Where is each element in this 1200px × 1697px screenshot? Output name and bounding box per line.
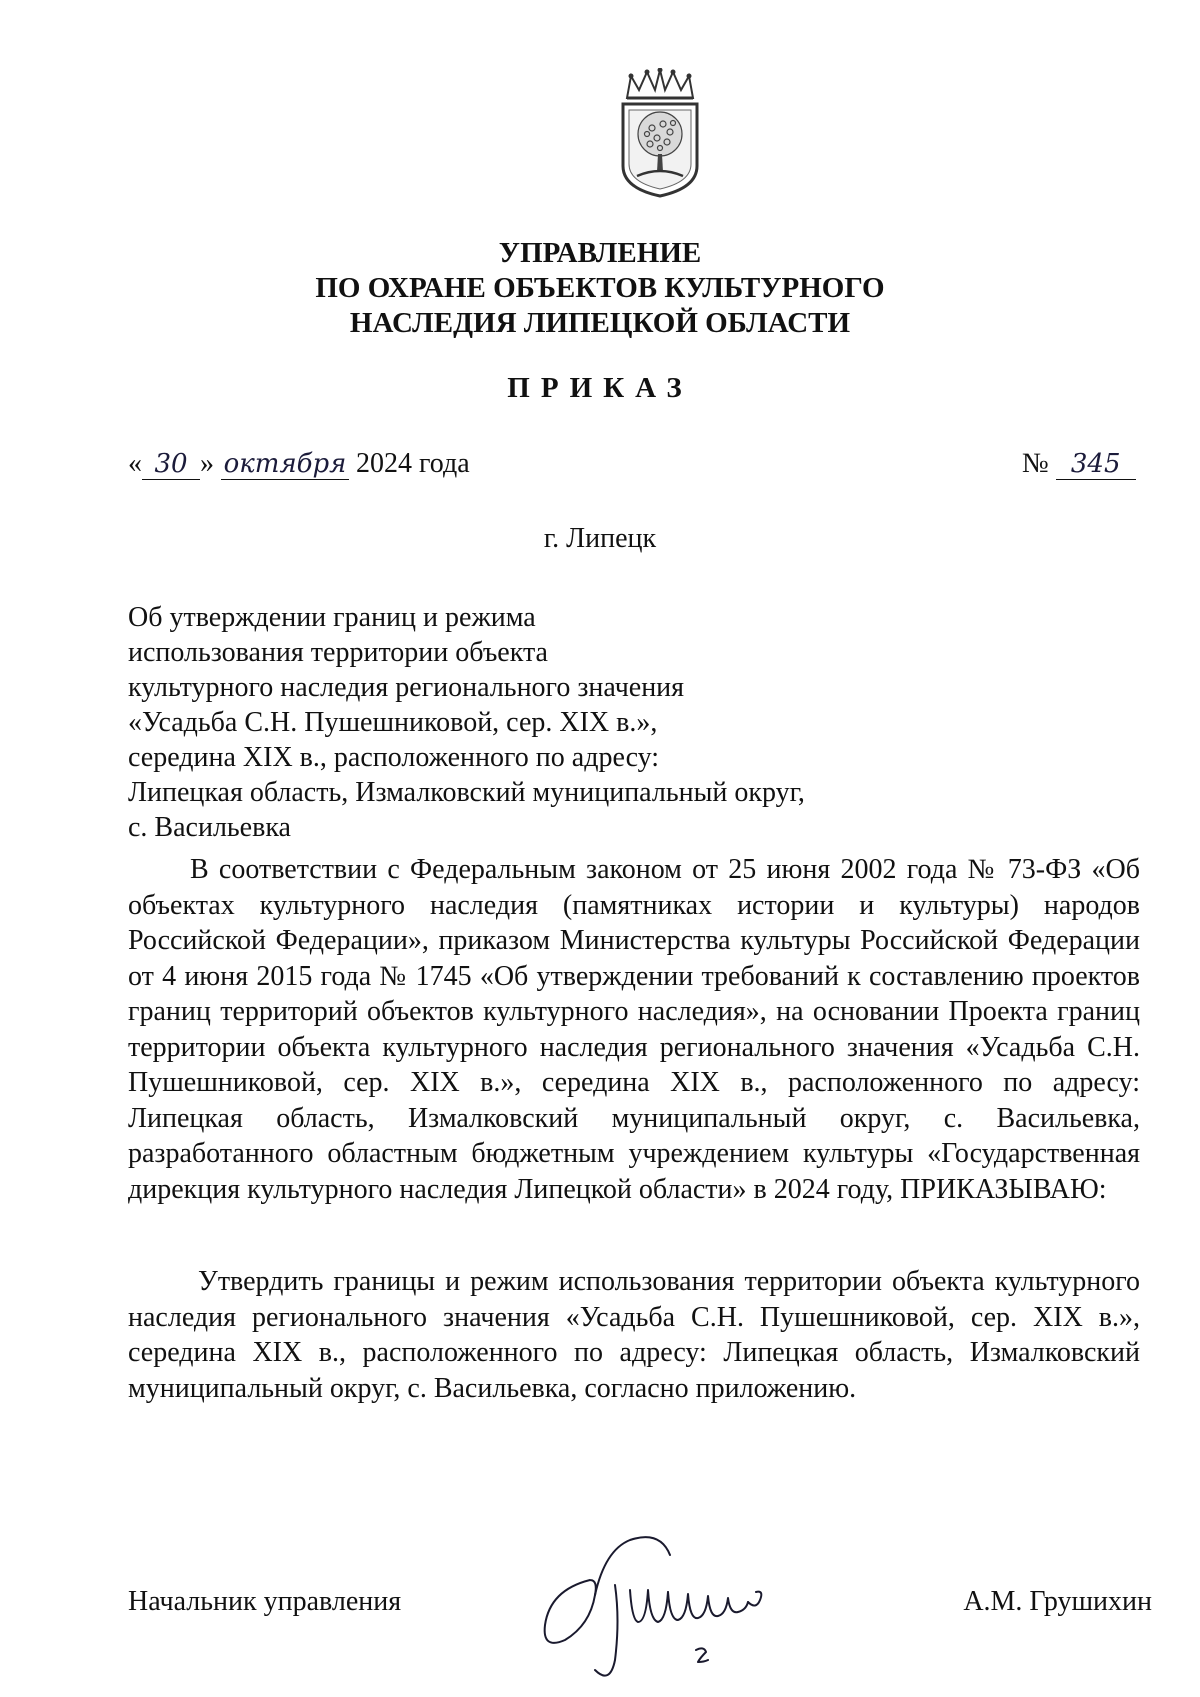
subject-line: использования территории объекта [128, 637, 548, 668]
number-value: 345 [1056, 449, 1136, 480]
org-line-2: ПО ОХРАНЕ ОБЪЕКТОВ КУЛЬТУРНОГО [315, 272, 885, 304]
org-line-1: УПРАВЛЕНИЕ [498, 237, 702, 269]
document-subject [128, 600, 805, 845]
subject-line: культурного наследия регионального значения [128, 672, 685, 703]
document-type-title: ПРИКАЗ [507, 372, 693, 404]
subject-line: середина XIX в., расположенного по адресу: [128, 742, 660, 773]
date-close-quote: » [200, 448, 214, 479]
subject-line: Липецкая область, Измалковский муниципальный округ, [128, 777, 805, 808]
org-line-3: НАСЛЕДИЯ ЛИПЕЦКОЙ ОБЛАСТИ [349, 307, 851, 339]
order-text: Утвердить границы и режим использования территории объекта культурного наследия регионального значения «Усадьба С.Н. Пушешниковой, сер. XIX в.», середина XIX в., расположенного по адресу: Липецкая область, Измалковский муниципальный округ, с. Васильевка, согласно приложению. [128, 1266, 1140, 1404]
order-paragraph [128, 1264, 1140, 1406]
date-year: 2024 года [356, 448, 470, 479]
organization-name [300, 236, 900, 341]
document-number [1022, 448, 1136, 480]
handwritten-signature [520, 1510, 840, 1690]
coat-of-arms-icon [617, 68, 703, 200]
date-month: октября [221, 449, 349, 480]
subject-line: «Усадьба С.Н. Пушешниковой, сер. XIX в.», [128, 707, 658, 738]
preamble-text: В соответствии с Федеральным законом от 25 июня 2002 года № 73-ФЗ «Об объектах культурного наследия (памятниках истории и культуры) народов Российской Федерации», приказом Министерства культуры Российской Федерации от 4 июня 2015 года № 1745 «Об утверждении требований к составлению проектов границ территорий объектов культурного наследия», на основании Проекта границ территории объекта культурного наследия регионального значения «Усадьба С.Н. Пушешниковой, сер. XIX в.», середина XIX в., расположенного по адресу: Липецкая область, Измалковский муниципальный округ, с. Васильевка, разработанного областным бюджетным учреждением культуры «Государственная дирекция культурного наследия Липецкой области» в 2024 году, ПРИКАЗЫВАЮ: [128, 854, 1140, 1205]
date-day: 30 [142, 449, 200, 480]
date-open-quote: « [128, 448, 142, 479]
subject-line: Об утверждении границ и режима [128, 602, 536, 633]
number-label: № [1022, 448, 1049, 479]
signatory-name: А.М. Грушихин [963, 1586, 1152, 1617]
subject-line: с. Васильевка [128, 812, 291, 843]
signatory-position: Начальник управления [128, 1586, 402, 1617]
city: г. Липецк [543, 523, 657, 554]
preamble-paragraph [128, 852, 1140, 1207]
date-line [128, 448, 470, 488]
